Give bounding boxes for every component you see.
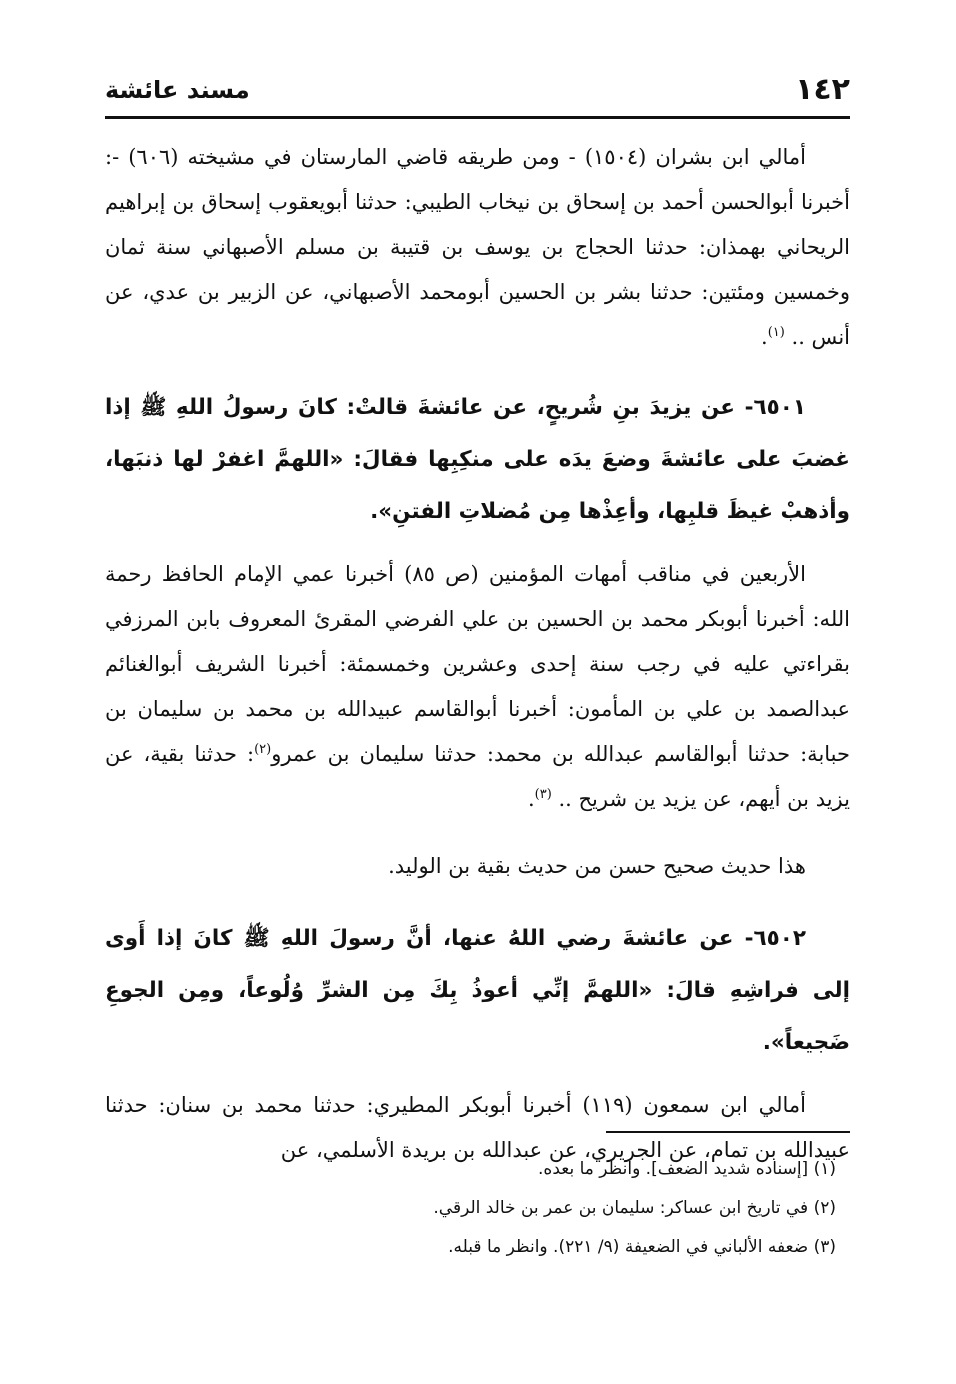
footnote-ref[interactable]: (٣) bbox=[534, 787, 552, 802]
source-paragraph bbox=[105, 135, 850, 360]
footnote-2: (٢) في تاريخ ابن عساكر: سليمان بن عمر بن خالد الرقي. bbox=[433, 1198, 836, 1218]
source-text: أمالي ابن بشران (١٥٠٤) - ومن طريقه قاضي المارستان في مشيخته (٦٠٦) -: أخبرنا أبوالحسن أحمد بن إسحاق بن نيخاب الطيبي: حدثنا أبويعقوب إسحاق بن إبراهيم الريحاني بهمذان: حدثنا الحجاج بن يوسف بن قتيبة بن مسلم الأصبهاني سنة ثمان وخمسين ومئتين: حدثنا بشر بن الحسين أبومحمد الأصبهاني، عن الزبير بن عدي، عن أنس .. bbox=[105, 145, 850, 349]
footnote-ref[interactable]: (١) bbox=[767, 325, 785, 340]
page-number: ١٤٢ bbox=[795, 72, 850, 107]
footnote-divider bbox=[606, 1131, 850, 1133]
source-text: الأربعين في مناقب أمهات المؤمنين (ص ٨٥) أخبرنا عمي الإمام الحافظ رحمة الله: أخبرنا أبوبكر محمد بن الحسين بن علي الفرضي المقرئ المعروف بابن المرزفي بقراءتي عليه في رجب سنة إحدى وعشرين وخمسمئة: أخبرنا الشريف أبوالغنائم عبدالصمد بن علي بن المأمون: أخبرنا أبوالقاسم عبيدالله بن محمد بن سليمان بن حبابة: حدثنا أبوالقاسم عبدالله بن محمد: حدثنا سليمان بن عمرو bbox=[105, 562, 851, 766]
grading-note bbox=[105, 844, 850, 889]
source-text: أمالي ابن سمعون (١١٩) أخبرنا أبوبكر المطيري: حدثنا محمد بن سنان: حدثنا عبيدالله بن تمام، عن الجريري، عن عبدالله بن بريدة الأسلمي، عن bbox=[105, 1093, 850, 1162]
hadith-text: ٦٥٠١- عن يزيدَ بنِ شُريحٍ، عن عائشةَ قالتْ: كانَ رسولُ اللهِ ﷺ إذا غضبَ على عائشةَ وضعَ يدَه على منكِبِها فقالَ: «اللهمَّ اغفرْ لها ذنبَها، وأذهبْ غيظَ قلبِها، وأعِذْها مِن مُضلاتِ الفتنِ». bbox=[105, 395, 850, 524]
page-header bbox=[105, 70, 850, 114]
footnote-1: (١) [إسناده شديد الضعف]. وانظر ما بعده. bbox=[538, 1159, 836, 1179]
header-divider bbox=[105, 116, 850, 119]
footnote-ref[interactable]: (٢) bbox=[254, 742, 272, 757]
footnote-3: (٣) ضعفه الألباني في الضعيفة (٩/ ٢٢١). وانظر ما قبله. bbox=[448, 1237, 836, 1257]
running-title: مسند عائشة bbox=[105, 76, 250, 104]
hadith-paragraph bbox=[105, 382, 850, 538]
sentence-end: . bbox=[527, 787, 535, 811]
source-text-continued: : حدثنا بقية، عن يزيد بن أيهم، عن يزيد ين شريح .. bbox=[105, 742, 850, 811]
source-paragraph bbox=[105, 552, 850, 822]
grading-text: هذا حديث صحيح حسن من حديث بقية بن الوليد. bbox=[388, 854, 806, 878]
hadith-paragraph bbox=[105, 913, 850, 1069]
footnotes bbox=[105, 1150, 850, 1267]
hadith-text: ٦٥٠٢- عن عائشةَ رضي اللهُ عنها، أنَّ رسولَ اللهِ ﷺ كانَ إذا أَوى إلى فراشِهِ قالَ: «اللهمَّ إنِّي أعوذُ بِكَ مِن الشرِّ وُلُوعاً، ومِن الجوعِ ضَجيعاً». bbox=[105, 926, 850, 1055]
main-text bbox=[105, 135, 850, 1195]
sentence-end: . bbox=[761, 325, 768, 349]
